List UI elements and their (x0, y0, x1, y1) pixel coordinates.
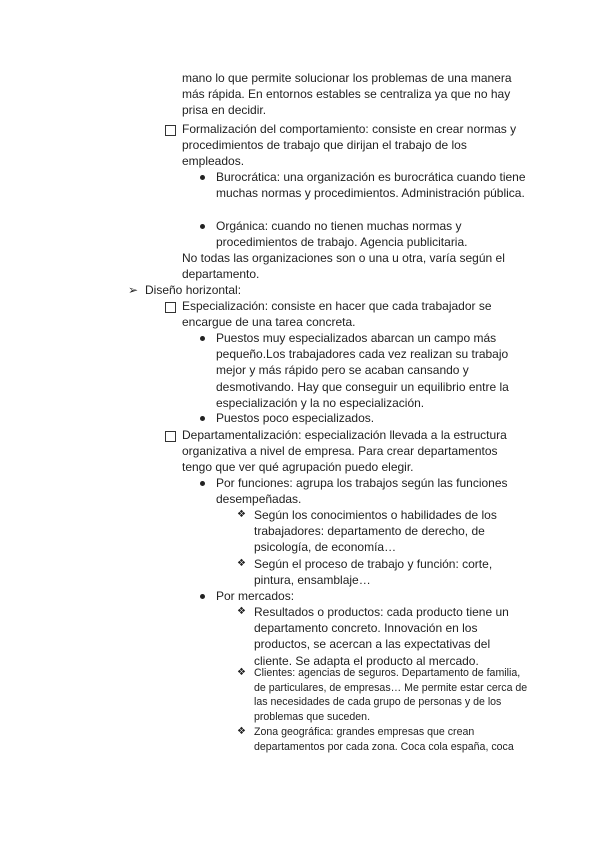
diamond-bullet-icon: ❖ (237, 667, 246, 678)
item-puestos-poco: Puestos poco especializados. (216, 411, 375, 425)
bullet-icon (200, 336, 205, 341)
item-departamentalizacion: Departamentalización: especialización llevada a la estructura organizativa a nivel de empresa. Para crear departamentos tengo que ver qué agrupación puedo elegir. (182, 428, 507, 475)
checkbox-icon (165, 431, 176, 442)
bullet-icon (200, 224, 205, 229)
paragraph-no-todas: No todas las organizaciones son o una u otra, varía según el departamento. (182, 251, 505, 282)
item-por-mercados: Por mercados: (216, 589, 295, 603)
bullet-icon (200, 594, 205, 599)
item-por-funciones: Por funciones: agrupa los trabajos según las funciones desempeñadas. (216, 476, 508, 507)
item-burocratica: Burocrática: una organización es burocrática cuando tiene muchas normas y procedimientos. Administración pública. (216, 170, 526, 201)
item-formalizacion: Formalización del comportamiento: consiste en crear normas y procedimientos de trabajo que dirijan el trabajo de los empleados. (182, 122, 517, 169)
diamond-bullet-icon: ❖ (237, 726, 246, 737)
item-resultados: Resultados o productos: cada producto tiene un departamento concreto. Innovación en los productos, se acercan a las expectativas del cliente. Se adapta el producto al mercado. (254, 605, 509, 668)
arrow-bullet-icon: ➢ (128, 283, 139, 297)
item-segun-proceso: Según el proceso de trabajo y función: corte, pintura, ensamblaje… (254, 557, 493, 588)
checkbox-icon (165, 302, 176, 313)
heading-diseno-horizontal: Diseño horizontal: (145, 283, 242, 297)
bullet-icon (200, 416, 205, 421)
bullet-icon (200, 175, 205, 180)
bullet-icon (200, 481, 205, 486)
item-clientes: Clientes: agencias de seguros. Departamento de familia, de particulares, de empresas… Me permite estar cerca de las necesidades de cada grupo de personas y de los problemas que suceden. (254, 667, 528, 723)
item-zona-geografica: Zona geográfica: grandes empresas que crean departamentos por cada zona. Coca cola españa, coca (254, 726, 514, 753)
item-puestos-muy: Puestos muy especializados abarcan un campo más pequeño.Los trabajadores cada vez realizan su trabajo mejor y más rápido pero se acaban cansando y desmotivando. Hay que conseguir un equilibrio entre la especialización y la no especialización. (216, 331, 509, 410)
diamond-bullet-icon: ❖ (237, 509, 246, 520)
diamond-bullet-icon: ❖ (237, 558, 246, 569)
item-organica: Orgánica: cuando no tienen muchas normas y procedimientos de trabajo. Agencia publicitaria. (216, 219, 468, 250)
checkbox-icon (165, 125, 176, 136)
item-segun-conocimientos: Según los conocimientos o habilidades de los trabajadores: departamento de derecho, de psicología, de economía… (254, 508, 497, 555)
paragraph-centralization: mano lo que permite solucionar los problemas de una manera más rápida. En entornos estables se centraliza ya que no hay prisa en decidir. (182, 71, 512, 118)
item-especializacion: Especialización: consiste en hacer que cada trabajador se encargue de una tarea concreta. (182, 299, 492, 330)
diamond-bullet-icon: ❖ (237, 606, 246, 617)
